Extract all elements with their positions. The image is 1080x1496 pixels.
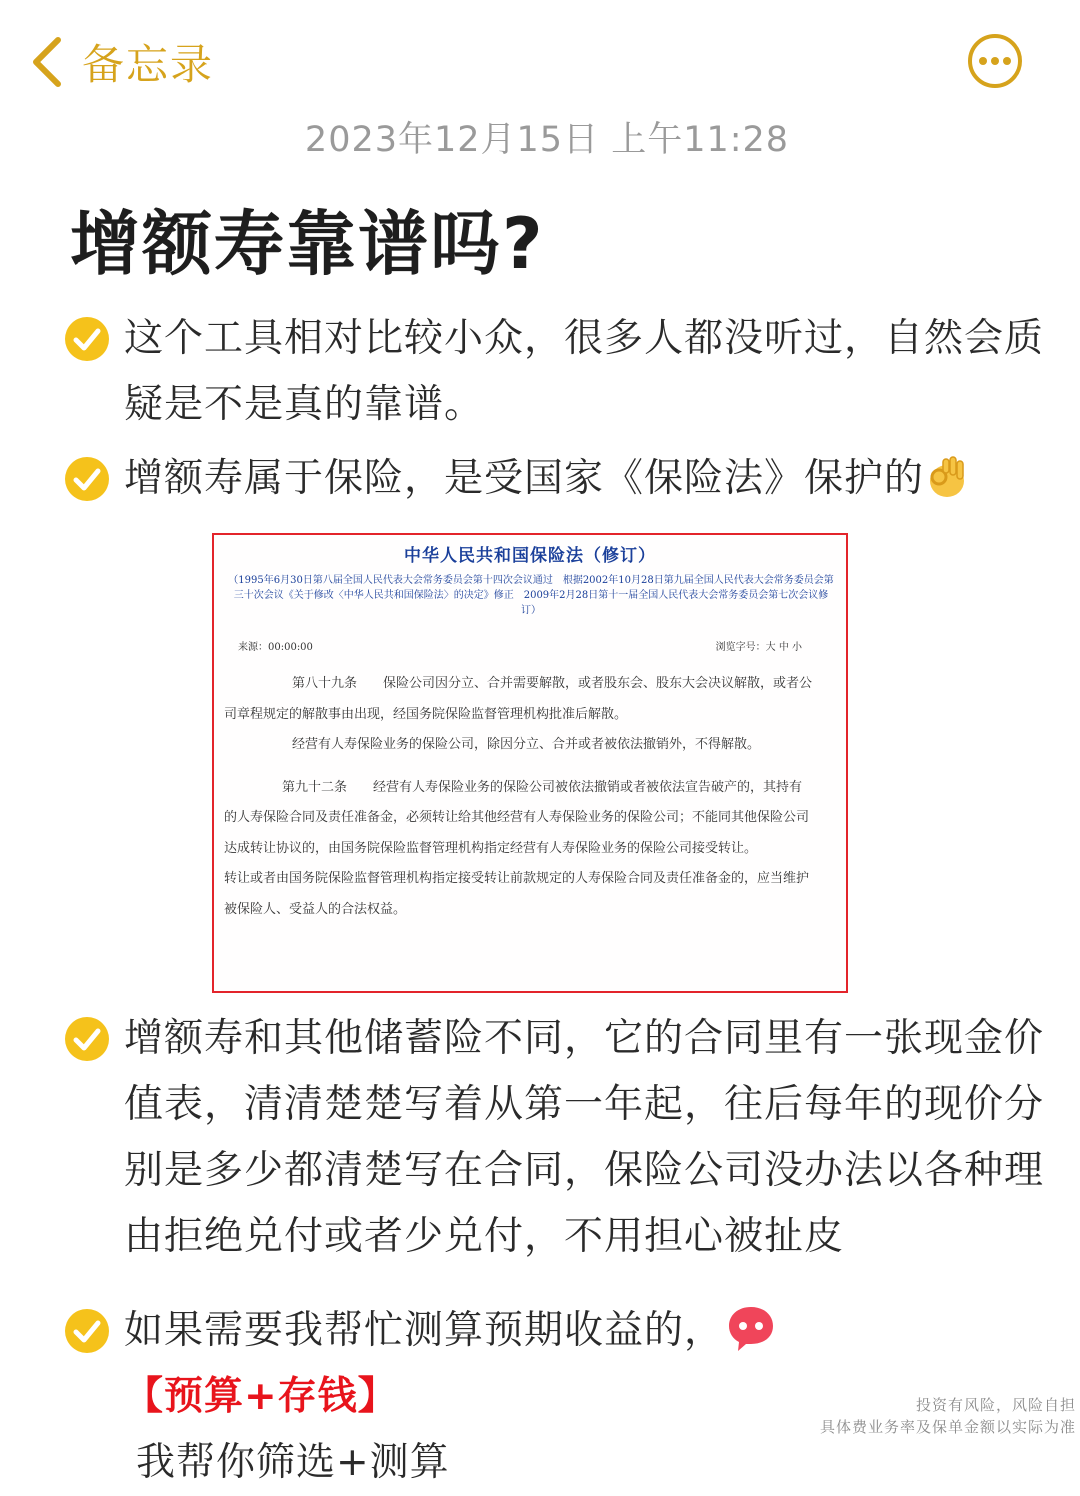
- navigation-bar: [0, 0, 1080, 120]
- paragraph-text: 如果需要我帮忙测算预期收益的，: [124, 1308, 725, 1353]
- document-source: 来源：00:00:00: [238, 642, 313, 653]
- document-body: [224, 669, 814, 925]
- article-92-paragraph-2: 转让或者由国务院保险监督管理机构指定接受转让前款规定的人寿保险合同及责任准备金的，应当维护被保险人、受益人的合法权益。: [224, 871, 810, 917]
- note-paragraph-2: [64, 446, 1044, 512]
- paragraph-subtext: 我帮你筛选+测算: [136, 1440, 450, 1485]
- disclaimer-line-1: 投资有风险，风险自担: [915, 1396, 1076, 1414]
- check-badge-icon: [64, 316, 110, 362]
- check-badge-icon: [64, 1016, 110, 1062]
- chevron-left-icon: [28, 34, 68, 90]
- document-meta: （1995年6月30日第八届全国人民代表大会常务委员会第十四次会议通过 根据2002年10月28日第九届全国人民代表大会常务委员会第三十次会议《关于修改〈中华人民共和国保险法〉的决定》修正 2009年2月28日第十一届全国人民代表大会常务委员会第七次会议修订）: [228, 575, 834, 616]
- highlight-text: 【预算+存钱】: [124, 1374, 398, 1419]
- back-button[interactable]: [28, 30, 214, 94]
- more-button[interactable]: [968, 34, 1022, 88]
- article-92-paragraph-1: 第九十二条 经营有人寿保险业务的保险公司被依法撤销或者被依法宣告破产的，其持有的人寿保险合同及责任准备金，必须转让给其他经营有人寿保险业务的保险公司；不能同其他保险公司达成转让协议的，由国务院保险监督管理机构指定经营有人寿保险业务的保险公司接受转让。: [224, 779, 810, 856]
- note-paragraph-3: [64, 1006, 1044, 1270]
- article-89-paragraph-1: 第八十九条 保险公司因分立、合并需要解散，或者股东会、股东大会决议解散，或者公司章程规定的解散事由出现，经国务院保险监督管理机构批准后解散。: [224, 676, 813, 722]
- note-title: 增额寿靠谱吗?: [70, 203, 545, 285]
- check-badge-icon: [64, 456, 110, 502]
- paragraph-text: 这个工具相对比较小众，很多人都没听过，自然会质疑是不是真的靠谱。: [124, 316, 1045, 427]
- paragraph-text: 增额寿和其他储蓄险不同，它的合同里有一张现金价值表，清清楚楚写着从第一年起，往后每年的现价分别是多少都清楚写在合同，保险公司没办法以各种理由拒绝兑付或者少兑付，不用担心被扯皮: [124, 1016, 1045, 1259]
- insurance-law-excerpt-image: [212, 533, 848, 993]
- document-title: 中华人民共和国保险法（修订）: [404, 546, 656, 566]
- document-font-size-control: 浏览字号：大 中 小: [715, 642, 802, 653]
- paragraph-text: 增额寿属于保险，是受国家《保险法》保护的: [124, 456, 925, 501]
- disclaimer-line-2: 具体费业务率及保单金额以实际为准: [819, 1418, 1076, 1436]
- risk-disclaimer: [820, 1394, 1076, 1438]
- ok-hand-icon: [926, 453, 968, 499]
- check-badge-icon: [64, 1308, 110, 1354]
- speech-bubble-icon: [726, 1303, 776, 1353]
- note-timestamp: 2023年12月15日 上午11:28: [304, 120, 790, 160]
- back-label: 备忘录: [82, 40, 215, 89]
- article-89-paragraph-2: 经营有人寿保险业务的保险公司，除因分立、合并或者被依法撤销外，不得解散。: [292, 737, 761, 752]
- note-paragraph-1: [64, 306, 1044, 438]
- ellipsis-icon: [977, 55, 1013, 67]
